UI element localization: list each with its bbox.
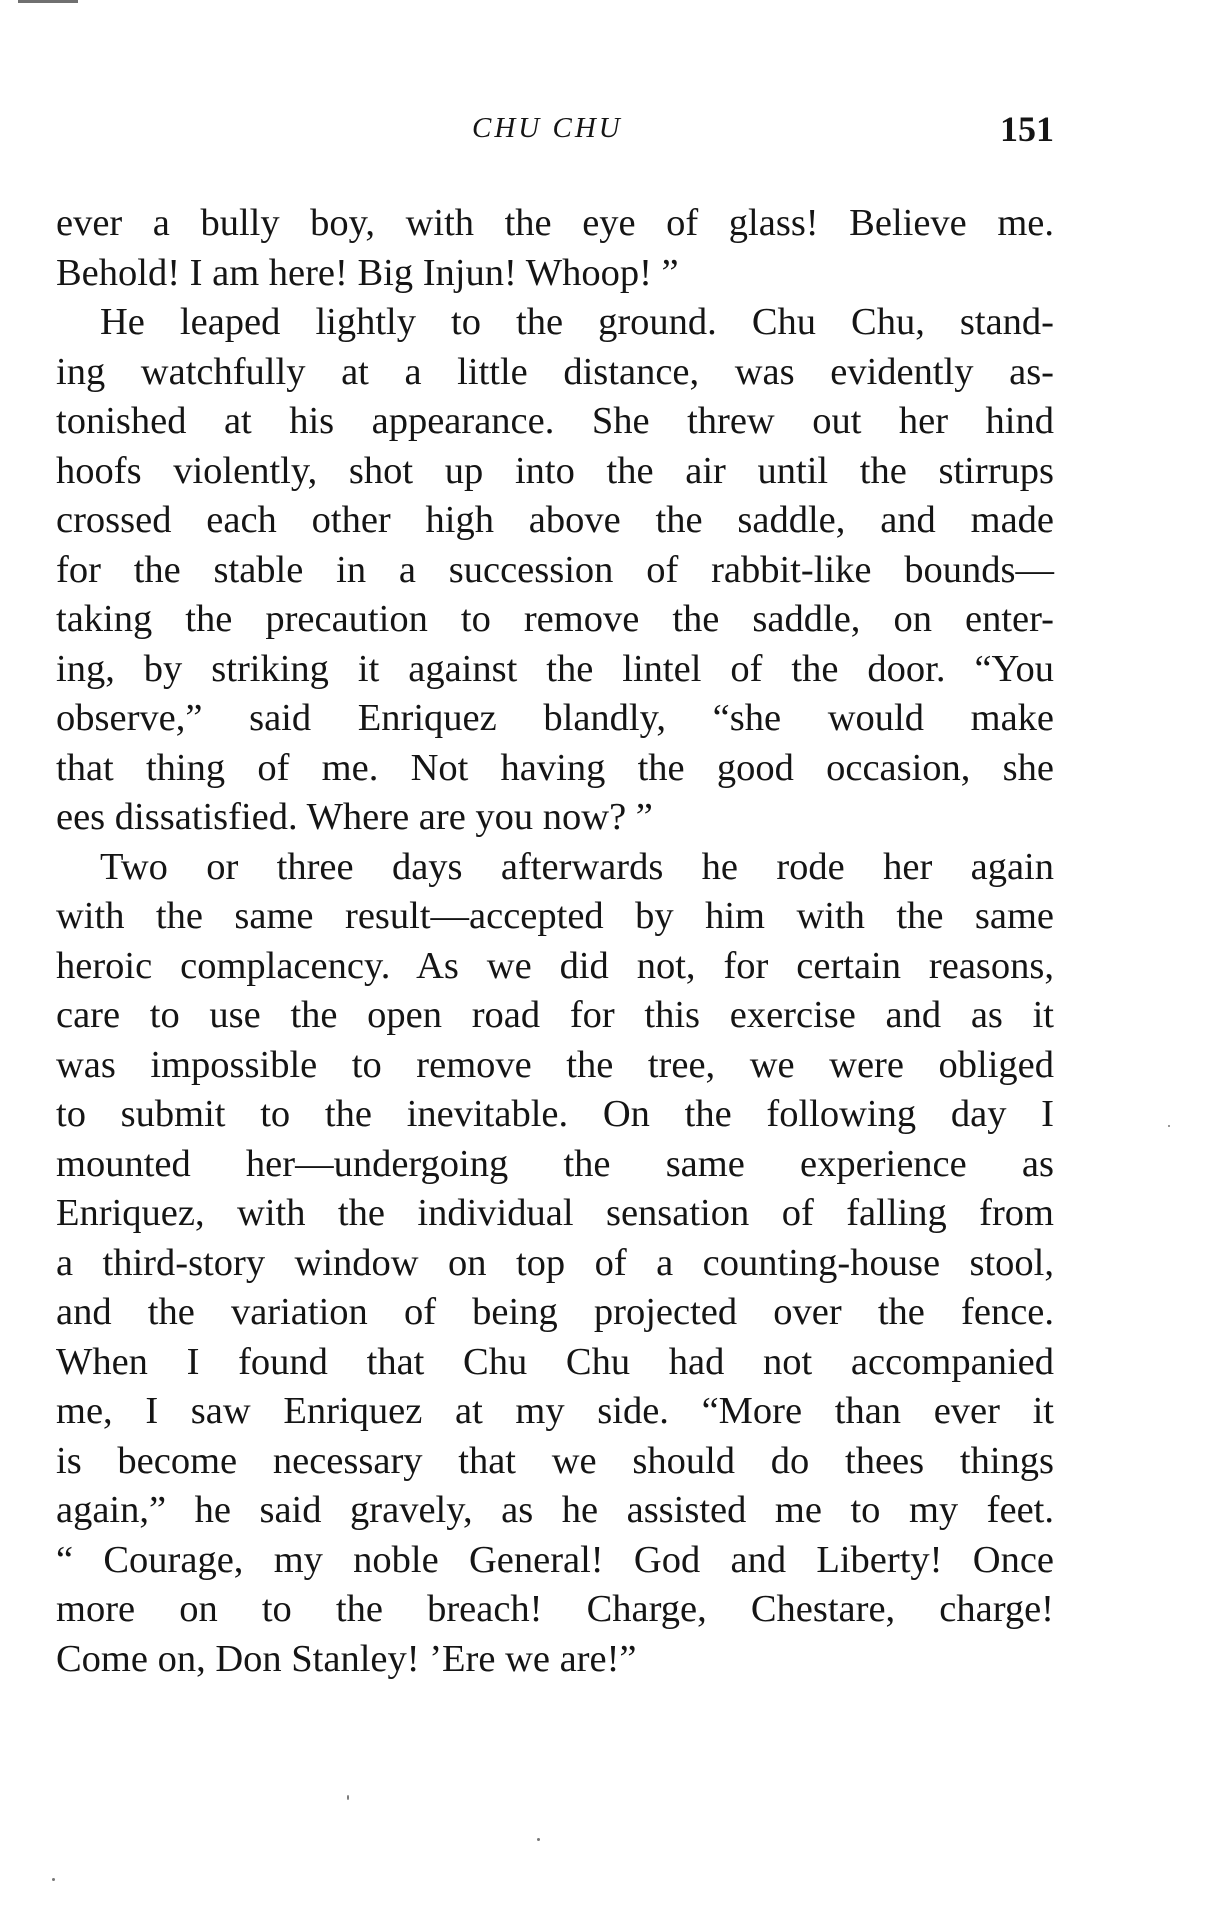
text-line: hoofs violently, shot up into the air until the stirrups <box>56 449 1054 492</box>
text-line: Behold! I am here! Big Injun! Whoop! ” <box>56 251 679 294</box>
text-line: ing, by striking it against the lintel of the door. “You <box>56 647 1054 690</box>
paragraph-start-line: Two or three days afterwards he rode her again <box>100 845 1054 888</box>
text-line: ees dissatisfied. Where are you now? ” <box>56 796 653 838</box>
text-line: is become necessary that we should do thees things <box>56 1439 1054 1482</box>
text-line: again,” he said gravely, as he assisted me to my feet. <box>56 1489 1054 1531</box>
body-text <box>56 199 1054 1684</box>
running-head: CHU CHU <box>472 112 623 144</box>
scan-speck <box>537 1838 540 1841</box>
text-line: and the variation of being projected over the fence. <box>56 1291 1054 1333</box>
text-line: “ Courage, my noble General! God and Liberty! Once <box>56 1538 1054 1581</box>
text-line: Come on, Don Stanley! ’Ere we are!” <box>56 1637 637 1680</box>
text-line: was impossible to remove the tree, we were obliged <box>56 1043 1054 1086</box>
text-line: to submit to the inevitable. On the following day I <box>56 1093 1054 1135</box>
scan-artifact <box>18 0 78 3</box>
text-line: tonished at his appearance. She threw out her hind <box>56 400 1054 442</box>
text-line: care to use the open road for this exercise and as it <box>56 994 1054 1036</box>
text-line: When I found that Chu Chu had not accompanied <box>56 1340 1054 1383</box>
text-line: taking the precaution to remove the saddle, on enter- <box>56 598 1054 640</box>
text-line: Enriquez, with the individual sensation of falling from <box>56 1192 1054 1234</box>
scan-speck <box>52 1878 55 1881</box>
scan-speck <box>347 1795 349 1800</box>
page-number: 151 <box>1000 109 1054 149</box>
text-line: ever a bully boy, with the eye of glass! Believe me. <box>56 202 1054 244</box>
text-line: ing watchfully at a little distance, was evidently as- <box>56 350 1054 393</box>
text-line: crossed each other high above the saddle, and made <box>56 499 1054 541</box>
text-line: more on to the breach! Charge, Chestare, charge! <box>56 1588 1054 1630</box>
text-line: for the stable in a succession of rabbit-like bounds— <box>56 548 1054 591</box>
text-line: that thing of me. Not having the good occasion, she <box>56 746 1054 789</box>
paragraph-start-line: He leaped lightly to the ground. Chu Chu, stand- <box>100 301 1054 343</box>
text-line: a third-story window on top of a counting-house stool, <box>56 1241 1054 1284</box>
text-line: observe,” said Enriquez blandly, “she would make <box>56 697 1054 739</box>
text-line: with the same result—accepted by him with the same <box>56 895 1054 937</box>
text-line: heroic complacency. As we did not, for certain reasons, <box>56 944 1054 987</box>
text-line: mounted her—undergoing the same experience as <box>56 1142 1054 1185</box>
scan-speck <box>1168 1125 1170 1127</box>
text-line: me, I saw Enriquez at my side. “More than ever it <box>56 1390 1054 1432</box>
